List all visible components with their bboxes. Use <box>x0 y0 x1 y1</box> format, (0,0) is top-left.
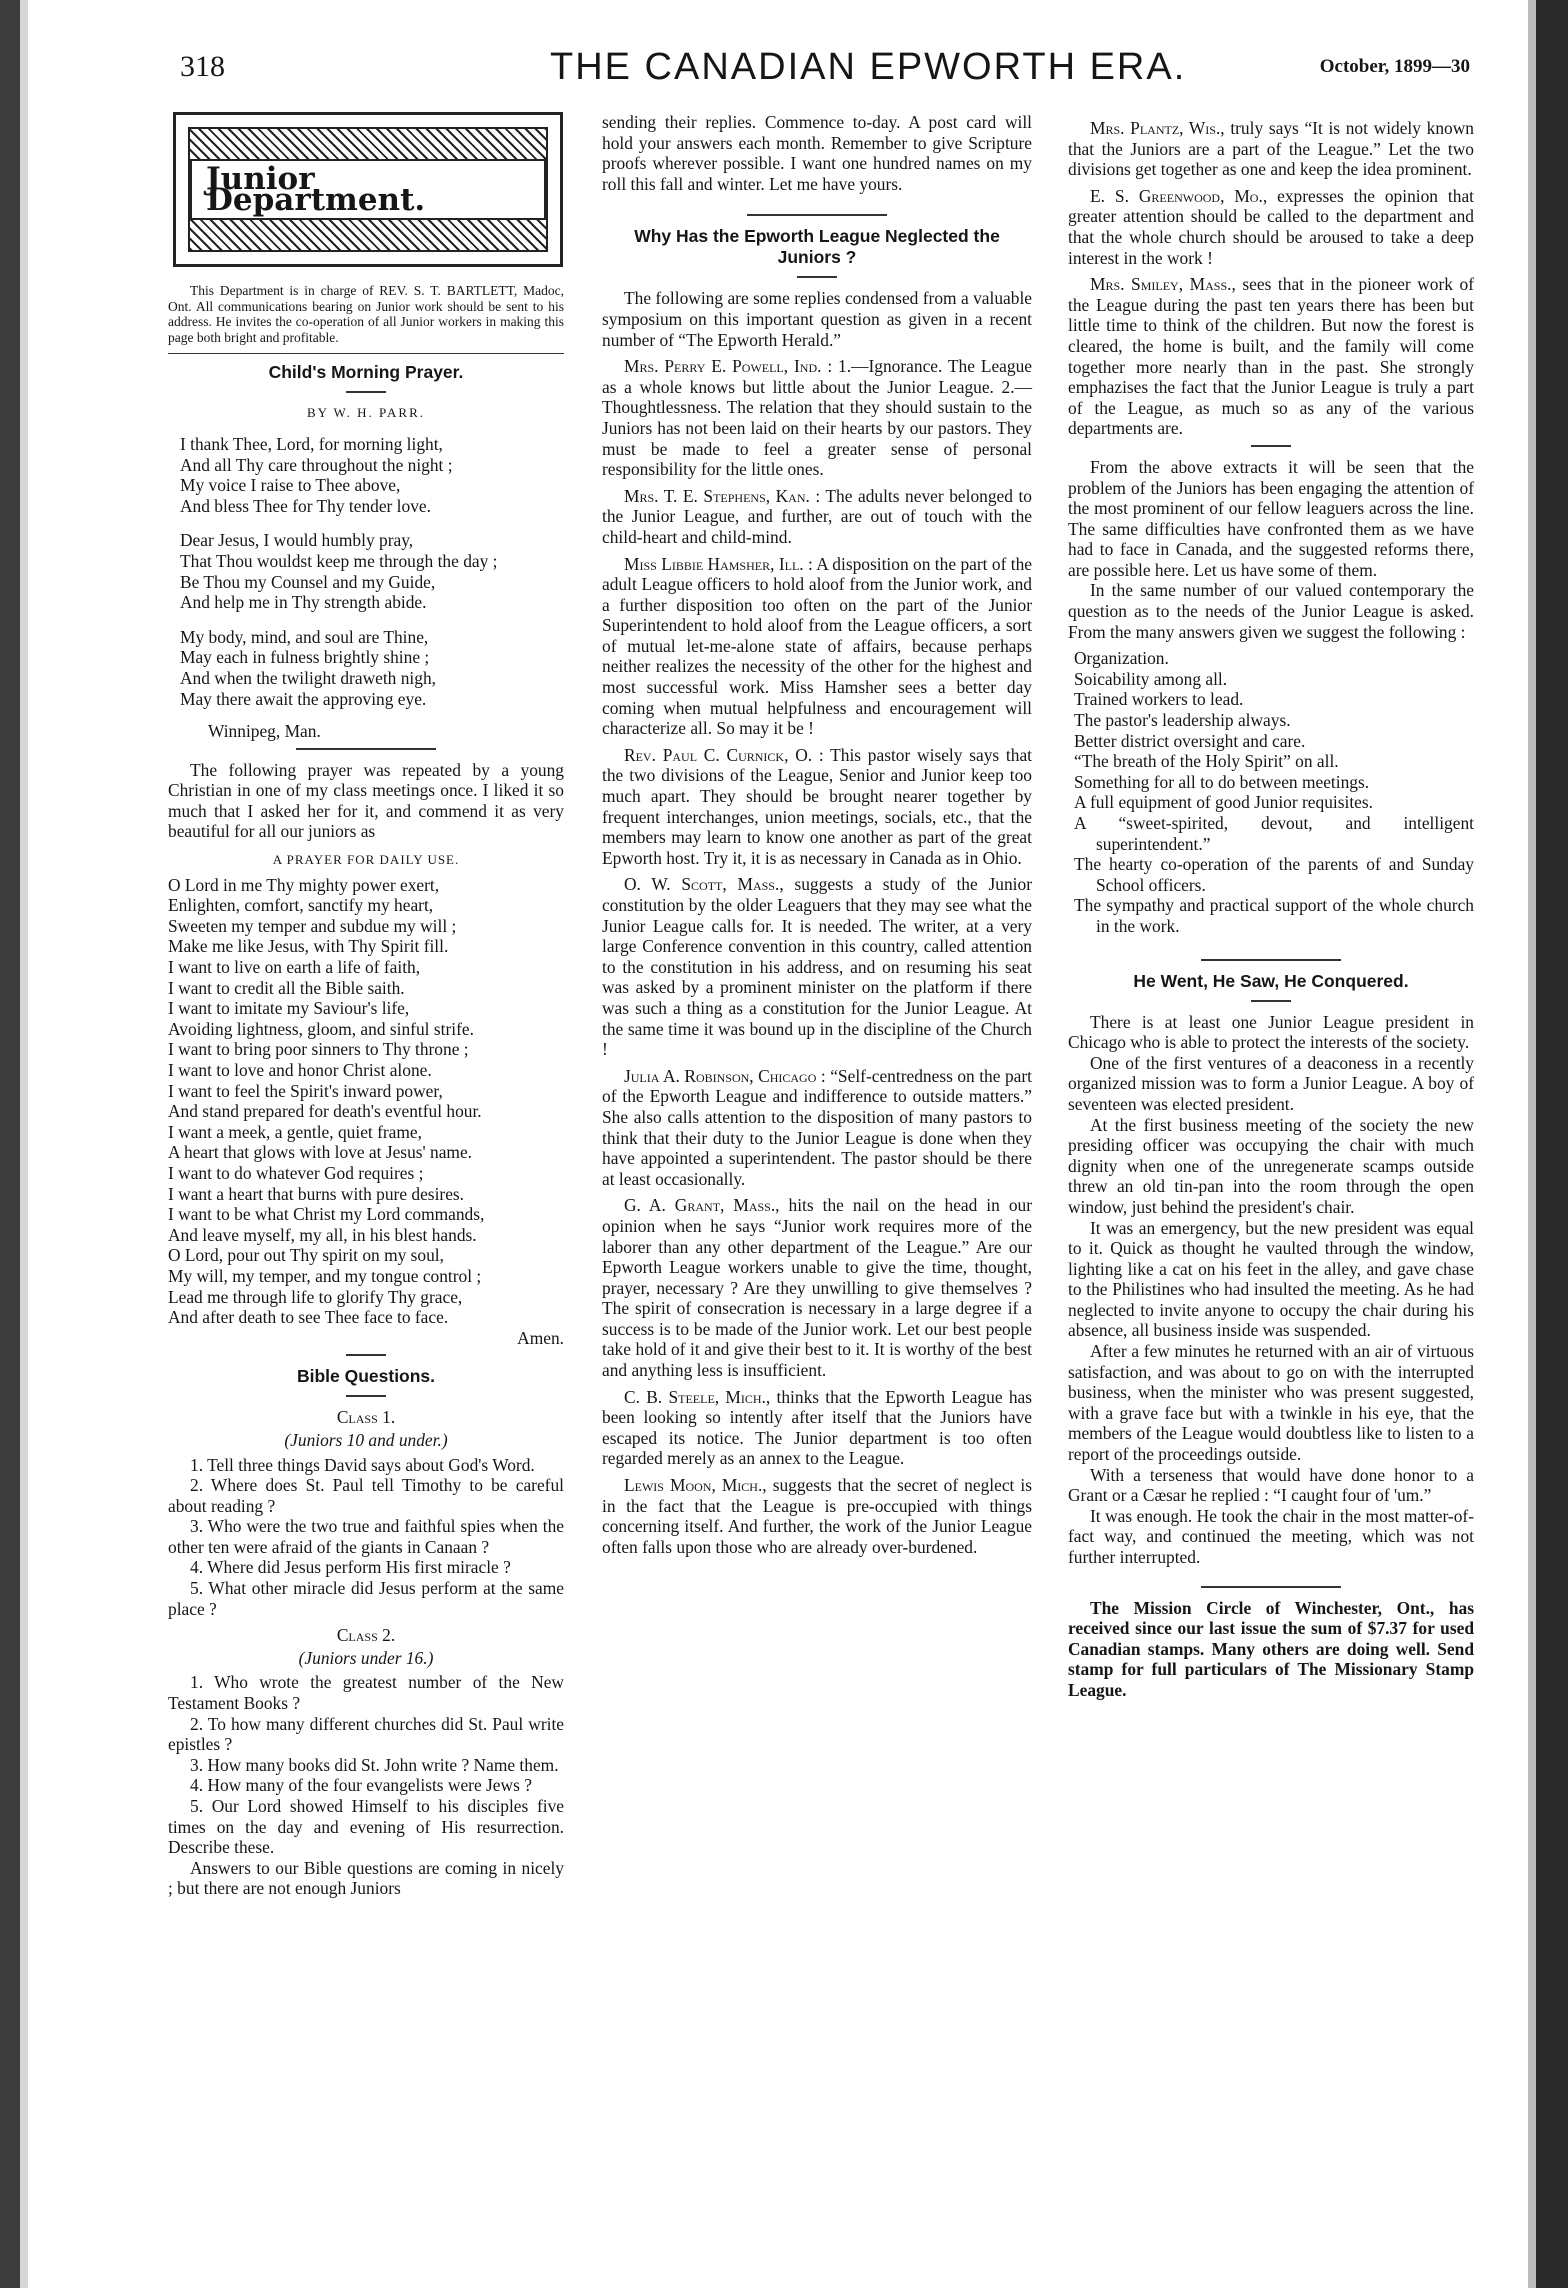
mission-notice: The Mission Circle of Winchester, Ont., has received since our last issue the sum of $7.37 for used Canadian stamps. Many others are doing well. Send stamp for full particulars of The Missionary Stamp League. <box>1068 1597 1474 1700</box>
reply-text: A disposition on the part of the adult League officers to hold aloof from the Junior work, and a further disposition too often on the part of the Junior Superintendent to hold aloof from the League officers, a sort of mutual let-me-alone state of affairs, because perhaps neither realizes the necessity of the other for the highest and most successful work. Miss Hamsher sees a better day coming when mutual helpfulness and encouragement will characterize all. So may it be ! <box>602 553 1032 739</box>
page-header <box>180 46 1470 100</box>
needs-item: The pastor's leadership always. <box>1074 710 1291 731</box>
divider <box>747 214 887 216</box>
answers-note: Answers to our Bible questions are coming in nicely ; but there are not enough Juniors <box>168 1857 564 1899</box>
needs-item: The hearty co-operation of the parents of and Sunday School officers. <box>1074 854 1474 895</box>
prayer-line: Enlighten, comfort, sanctify my heart, <box>168 895 434 916</box>
story-paragraph: At the first business meeting of the society the new presiding officer was occupying the chair with much dignity when one of the unregenerate scamps outside threw an old tin-pan into the room through the open window, just behind the president's chair. <box>1068 1114 1474 1217</box>
divider <box>797 276 837 278</box>
class2-subheading: (Juniors under 16.) <box>298 1647 434 1668</box>
reply-text: The adults never belonged to the Junior League, and further, are out of touch with the child-heart and child-mind. <box>602 485 1032 547</box>
divider <box>1201 1586 1341 1588</box>
reply-text: truly says “It is not widely known that the Juniors are a part of the League.” Let the two divisions get together as one and keep the idea prominent. <box>1068 118 1474 180</box>
divider <box>1251 1000 1291 1002</box>
page-edge-strip <box>1528 0 1536 2288</box>
column-3 <box>1068 112 1474 1701</box>
department-title: Junior Department. <box>190 159 546 220</box>
question: 4. How many of the four evangelists were Jews ? <box>190 1775 532 1796</box>
prayer-line: Make me like Jesus, with Thy Spirit fill. <box>168 936 449 957</box>
page-number: 318 <box>180 50 225 83</box>
replies-list-continued <box>1068 118 1474 439</box>
story-paragraph: It was enough. He took the chair in the most matter-of-fact way, and continued the meeting, which was not further interrupted. <box>1068 1505 1474 1567</box>
reply-paragraph <box>1068 186 1474 268</box>
divider <box>1251 445 1291 447</box>
reply-author: Rev. Paul C. Curnick, O. : <box>624 744 824 765</box>
needs-item: A “sweet-spirited, devout, and intelligent superintendent.” <box>1074 813 1474 854</box>
prayer-line: And stand prepared for death's eventful hour. <box>168 1101 482 1122</box>
reply-paragraph <box>602 1195 1032 1380</box>
poem-line: My body, mind, and soul are Thine, <box>180 626 429 647</box>
prayer-line: Lead me through life to glorify Thy grace, <box>168 1286 463 1307</box>
article-intro: The following are some replies condensed from a valuable symposium on this important question as given in a recent number of “The Epworth Herald.” <box>602 288 1032 350</box>
bible-questions-title: Bible Questions. <box>296 1366 436 1387</box>
prayer-line: Avoiding lightness, gloom, and sinful strife. <box>168 1018 474 1039</box>
reply-text: This pastor wisely says that the two divisions of the League, Senior and Junior keep too much apart. They should be brought nearer together by frequent interchanges, union meetings, socials, etc., that the members may learn to know one another as part of the great Epworth host. Try it, it is as necessary in Canada as in Ohio. <box>602 744 1032 868</box>
issue-date: October, 1899—30 <box>1319 56 1470 77</box>
prayer-line: Sweeten my temper and subdue my will ; <box>168 915 457 936</box>
prayer-line: I want to be what Christ my Lord commands, <box>168 1204 485 1225</box>
needs-item: “The breath of the Holy Spirit” on all. <box>1074 751 1339 772</box>
poem-title: Child's Morning Prayer. <box>268 362 464 383</box>
prayer-line: O Lord in me Thy mighty power exert, <box>168 874 440 895</box>
reply-paragraph <box>602 1066 1032 1190</box>
story-paragraph: With a terseness that would have done honor to a Grant or a Cæsar he replied : “I caught four of 'um.” <box>1068 1464 1474 1506</box>
story-paragraph: One of the first ventures of a deaconess in a recently organized mission was to form a Junior League. A boy of seventeen was elected president. <box>1068 1052 1474 1114</box>
question: 3. Who were the two true and faithful spies when the other ten were afraid of the giants in Canaan ? <box>168 1516 564 1557</box>
reply-paragraph <box>1068 274 1474 439</box>
page-binding <box>0 0 20 2288</box>
question: 1. Tell three things David says about God's Word. <box>190 1454 535 1475</box>
reply-text: thinks that the Epworth League has been looking so intently after itself that the Juniors have escaped its notice. The Junior department is too often regarded merely as an annex to the League. <box>602 1386 1032 1469</box>
prayer-line: And after death to see Thee face to face. <box>168 1307 449 1328</box>
needs-item: Soicability among all. <box>1074 668 1228 689</box>
prayer <box>168 875 564 1328</box>
reply-text: suggests a study of the Junior constitution by the older Leaguers that they may see what the Junior League calls for. It is needed. The writer, at a very large Conference convention in this country, called attention to the constitution in his address, and on resuming his seat was asked by a prominent minister on the platform if there was such a thing as a constitution for the Junior League. At the same time it was bound up in the discipline of the Church ! <box>602 874 1032 1060</box>
reply-text: suggests that the secret of neglect is in the fact that the League is pre-occupied with things concerning itself. And further, the work of the Junior League often falls upon those who are already over-burdened. <box>602 1475 1032 1557</box>
divider <box>296 748 436 750</box>
needs-item: Trained workers to lead. <box>1074 689 1244 710</box>
question: 1. Who wrote the greatest number of the New Testament Books ? <box>168 1672 564 1714</box>
question: 2. To how many different churches did St. Paul write epistles ? <box>168 1713 564 1755</box>
poem-place: Winnipeg, Man. <box>208 721 321 742</box>
prayer-line: I want to love and honor Christ alone. <box>168 1060 432 1080</box>
reply-paragraph <box>602 874 1032 1059</box>
summary-paragraph: From the above extracts it will be seen that the problem of the Juniors has been engaging the attention of the most prominent of our fellow leaguers across the line. The same difficulties have confronted them as we have had to face in Canada, and the suggested reforms there, are possible here. Let us have some of them. <box>1068 456 1474 580</box>
reply-paragraph <box>602 486 1032 548</box>
story <box>1068 1012 1474 1568</box>
reply-text: “Self-centredness on the part of the Epworth League and indifference to outside matters.” She also calls attention to the disposition of many pastors to think that their duty to the Junior League is done when they have appointed a superintendent. The pastor should be there at least occasionally. <box>602 1065 1032 1189</box>
department-banner <box>173 112 563 267</box>
reply-author: Mrs. Perry E. Powell, Ind. : <box>624 356 833 377</box>
story-title: He Went, He Saw, He Conquered. <box>1133 970 1409 991</box>
page-binding-edge <box>20 0 28 2288</box>
question: 5. Our Lord showed Himself to his disciples five times on the day and evening of His resurrection. Describe these. <box>168 1796 564 1858</box>
needs-list <box>1074 648 1474 936</box>
reply-text: hits the nail on the head in our opinion when he says “Junior work requires more of the laborer than any other department of the League.” Are our Epworth League workers unable to give the time, thought, prayer, necessary ? Are they unwilling to give themselves ? The spirit of consecration is necessary in a large degree if a success is to be made of the Junior work. Let our best people take hold of it and give their best to it. It is worthy of the best and anything less is insufficient. <box>602 1195 1032 1381</box>
journal-title: THE CANADIAN EPWORTH ERA. <box>550 46 1187 88</box>
reply-paragraph <box>602 356 1032 480</box>
question: 3. How many books did St. John write ? Name them. <box>190 1754 559 1775</box>
needs-item: Something for all to do between meetings. <box>1074 771 1370 792</box>
reply-paragraph <box>602 1387 1032 1469</box>
question: 5. What other miracle did Jesus perform at the same place ? <box>168 1578 564 1619</box>
divider <box>168 353 564 354</box>
poem-line: And when the twilight draweth nigh, <box>180 667 436 688</box>
poem <box>180 434 564 709</box>
reply-paragraph <box>602 554 1032 739</box>
prayer-line: I want a meek, a gentle, quiet frame, <box>168 1121 422 1142</box>
poem-line: May there await the approving eye. <box>180 688 427 709</box>
divider <box>346 1354 386 1356</box>
poem-line: May each in fulness brightly shine ; <box>180 647 430 668</box>
prayer-line: My will, my temper, and my tongue control ; <box>168 1265 482 1286</box>
poem-line: I thank Thee, Lord, for morning light, <box>180 433 443 454</box>
story-paragraph: It was an emergency, but the new president was equal to it. Quick as thought he vaulted through the window, lighting like a cat on his feet in the alley, and gave chase to the Philistines who had insulted the meeting. As he had neglected to invite anyone to occupy the chair during his absence, all business inside was suspended. <box>1068 1217 1474 1341</box>
prayer-intro: The following prayer was repeated by a young Christian in one of my class meetings once. I liked it so much that I asked her for it, and commend it as very beautiful for all our juniors as <box>168 759 564 842</box>
column-2 <box>602 112 1032 1557</box>
prayer-line: I want a heart that burns with pure desires. <box>168 1183 465 1204</box>
poem-stanza-break <box>180 613 564 627</box>
prayer-line: I want to credit all the Bible saith. <box>168 977 405 998</box>
reply-author: G. A. Grant, Mass., <box>624 1195 780 1216</box>
reply-paragraph <box>1068 118 1474 180</box>
needs-item: Organization. <box>1074 648 1169 669</box>
class1-questions <box>168 1455 564 1620</box>
page-edge-shadow <box>1536 0 1568 2288</box>
department-note: This Department is in charge of REV. S. T. BARTLETT, Madoc, Ont. All communications bearing on Junior work should be sent to his address. He invites the co-operation of all Junior workers in making this page both bright and profitable. <box>168 283 564 345</box>
article-title: Why Has the Epworth League Neglected the Juniors ? <box>634 226 1000 268</box>
reply-author: Mrs. Smiley, Mass., <box>1090 274 1236 295</box>
reply-author: Julia A. Robinson, Chicago : <box>624 1065 826 1086</box>
reply-text: sees that in the pioneer work of the League during the past ten years there has been but little time to think of the children. But now the forest is cleared, the home is built, and the family will come together more nearly than in the past. She strongly emphazises the fact that the Junior League is truly a part of the League, as much so as any of the various departments are. <box>1068 274 1474 439</box>
poem-line: My voice I raise to Thee above, <box>180 475 401 496</box>
divider <box>346 1395 386 1397</box>
prayer-line: I want to bring poor sinners to Thy throne ; <box>168 1039 469 1060</box>
poem-line: And bless Thee for Thy tender love. <box>180 495 431 516</box>
reply-text: expresses the opinion that greater attention should be called to the department and that the whole church should be aroused to take a deep interest in the work ! <box>1068 185 1474 268</box>
poem-stanza-break <box>180 516 564 530</box>
prayer-line: I want to live on earth a life of faith, <box>168 957 421 978</box>
needs-item: A full equipment of good Junior requisites. <box>1074 792 1373 813</box>
column-1 <box>168 112 564 1899</box>
prayer-line: I want to do whatever God requires ; <box>168 1162 424 1183</box>
prayer-title: A PRAYER FOR DAILY USE. <box>272 852 460 868</box>
prayer-line: And leave myself, my all, in his blest hands. <box>168 1224 477 1245</box>
summary-paragraph: In the same number of our valued contemporary the question as to the needs of the Junior League is asked. From the many answers given we suggest the following : <box>1068 580 1474 642</box>
prayer-line: A heart that glows with love at Jesus' name. <box>168 1142 473 1163</box>
class2-questions <box>168 1672 564 1857</box>
reply-paragraph <box>602 1475 1032 1557</box>
reply-author: O. W. Scott, Mass., <box>624 874 784 895</box>
prayer-line: I want to imitate my Saviour's life, <box>168 998 410 1019</box>
needs-item: Better district oversight and care. <box>1074 730 1306 751</box>
story-paragraph: There is at least one Junior League president in Chicago who is able to protect the interests of the society. <box>1068 1011 1474 1053</box>
reply-text: 1.—Ignorance. The League as a whole knows but little about the Junior League. 2.—Thoughtlessness. The relation that they should sustain to the Juniors has not been laid on their hearts by our pastors. They must be made to feel a greater sense of personal responsibility for the little ones. <box>602 356 1032 480</box>
divider <box>1201 959 1341 961</box>
banner-border <box>188 127 548 252</box>
poem-line: Be Thou my Counsel and my Guide, <box>180 571 436 592</box>
question: 2. Where does St. Paul tell Timothy to be careful about reading ? <box>168 1475 564 1516</box>
poem-byline: BY W. H. PARR. <box>306 405 426 421</box>
continuation-paragraph: sending their replies. Commence to-day. A post card will hold your answers each month. Remember to give Scripture proofs wherever possible. I want one hundred names on my roll this fall and winter. Let me have yours. <box>602 112 1032 194</box>
class1-heading: Class 1. <box>336 1407 396 1428</box>
replies-list <box>602 356 1032 1557</box>
prayer-amen: Amen. <box>517 1327 564 1348</box>
reply-author: Lewis Moon, Mich., <box>624 1475 767 1496</box>
poem-line: Dear Jesus, I would humbly pray, <box>180 530 414 551</box>
reply-paragraph <box>602 745 1032 869</box>
reply-author: Miss Libbie Hamsher, Ill. : <box>624 553 813 574</box>
reply-author: E. S. Greenwood, Mo., <box>1090 185 1268 206</box>
poem-line: And help me in Thy strength abide. <box>180 592 427 613</box>
class1-subheading: (Juniors 10 and under.) <box>284 1429 448 1450</box>
prayer-line: I want to feel the Spirit's inward power, <box>168 1080 443 1101</box>
reply-author: C. B. Steele, Mich., <box>624 1386 771 1407</box>
needs-item: The sympathy and practical support of the whole church in the work. <box>1074 895 1474 936</box>
prayer-line: O Lord, pour out Thy spirit on my soul, <box>168 1245 444 1266</box>
story-paragraph: After a few minutes he returned with an air of virtuous satisfaction, and was about to go on with the interrupted business, when the minister who was present suggested, with a grave face but with a twinkle in his eye, that the members of the League would doubtless like to listen to a report of the proceedings outside. <box>1068 1341 1474 1465</box>
poem-line: That Thou wouldst keep me through the day ; <box>180 550 498 571</box>
poem-line: And all Thy care throughout the night ; <box>180 454 453 475</box>
reply-author: Mrs. T. E. Stephens, Kan. : <box>624 485 821 506</box>
question: 4. Where did Jesus perform His first miracle ? <box>190 1557 511 1578</box>
class2-heading: Class 2. <box>336 1625 396 1646</box>
reply-author: Mrs. Plantz, Wis., <box>1090 118 1225 138</box>
divider <box>346 391 386 393</box>
